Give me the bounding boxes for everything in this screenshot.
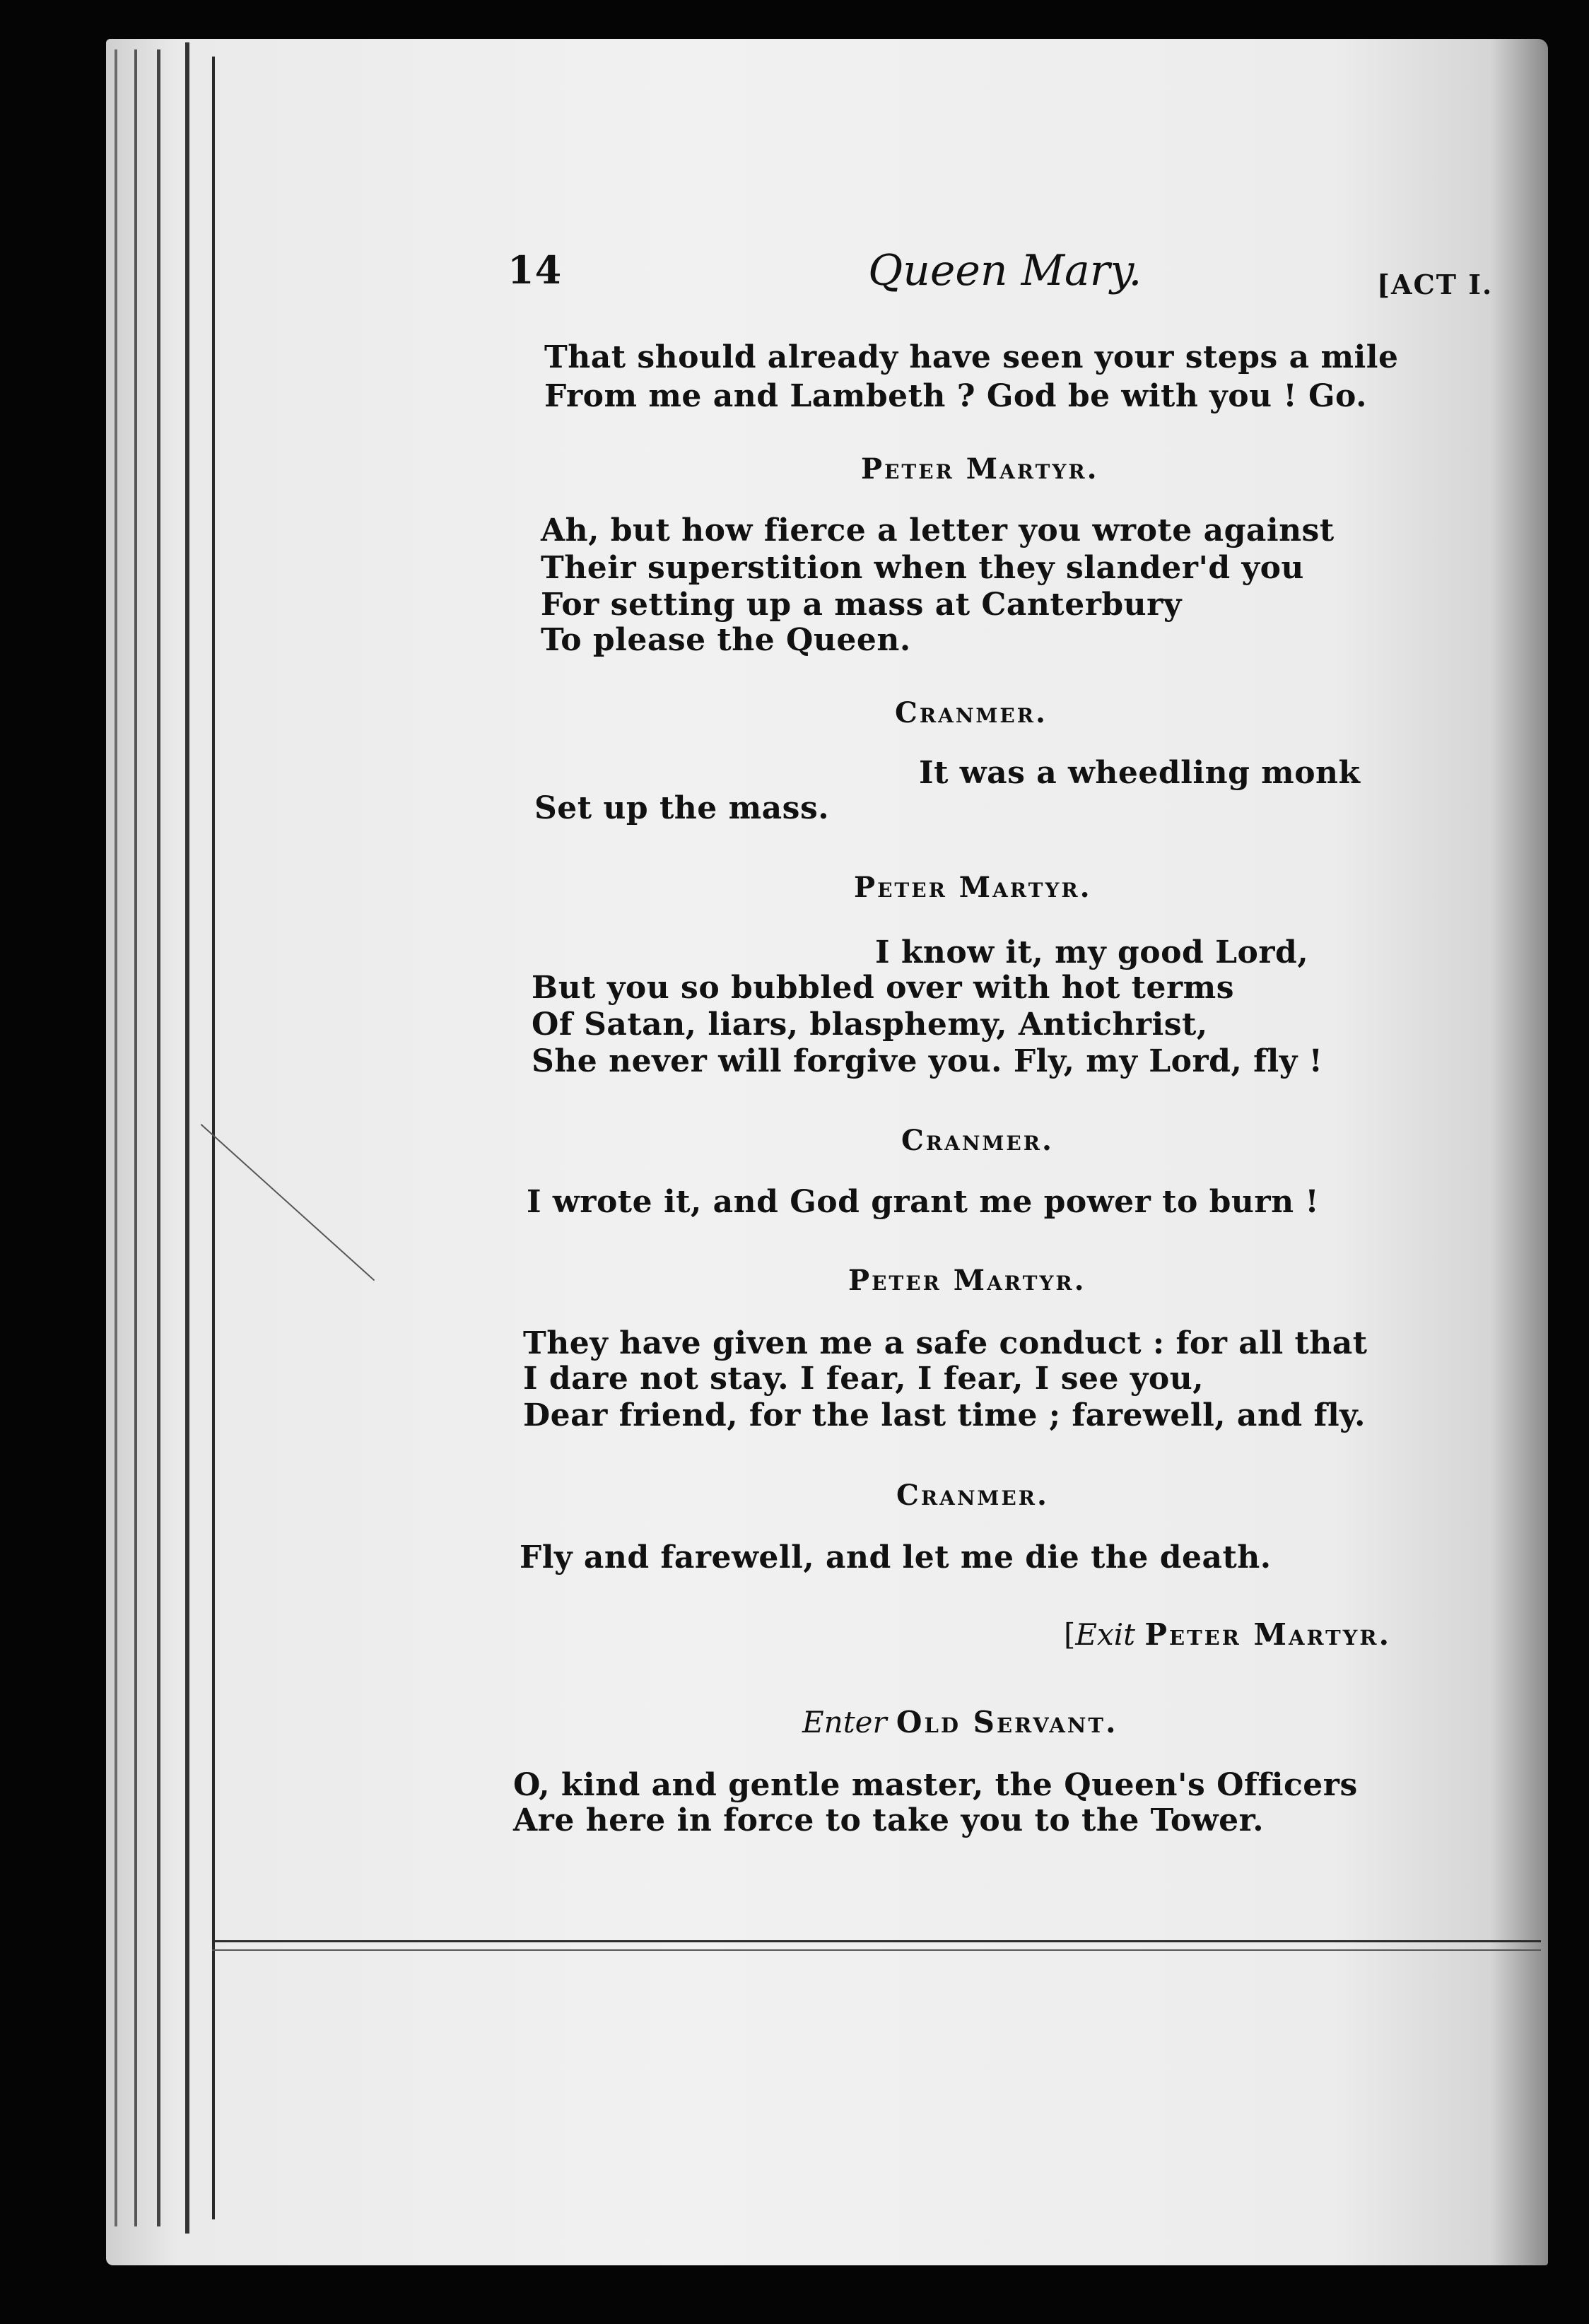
verse-line: It was a wheedling monk <box>919 755 1361 791</box>
verse-line: From me and Lambeth ? God be with you ! Go. <box>544 378 1367 414</box>
speaker-name: Peter Martyr. <box>848 1264 1086 1297</box>
stage-verb: Enter <box>802 1705 887 1739</box>
verse-line: I wrote it, and God grant me power to burn ! <box>527 1184 1320 1220</box>
verse-line: I know it, my good Lord, <box>875 934 1309 970</box>
verse-line: Dear friend, for the last time ; farewell, and fly. <box>523 1397 1366 1433</box>
act-label: [ACT I. <box>1377 269 1494 300</box>
stage-direction-enter <box>802 1705 1118 1739</box>
page-edge <box>157 49 160 2226</box>
verse-line: Fly and farewell, and let me die the death. <box>520 1539 1272 1575</box>
speaker-name: Cranmer. <box>896 1479 1049 1512</box>
page-number: 14 <box>508 247 563 293</box>
stage-direction-exit <box>1064 1617 1391 1652</box>
verse-line: I dare not stay. I fear, I fear, I see you, <box>523 1361 1204 1397</box>
verse-line: O, kind and gentle master, the Queen's Officers <box>513 1767 1358 1803</box>
speaker-name: Cranmer. <box>895 696 1048 729</box>
verse-line: But you so bubbled over with hot terms <box>532 970 1235 1006</box>
page-edge <box>134 49 137 2226</box>
speaker-name: Cranmer. <box>901 1124 1054 1157</box>
speaker-name: Peter Martyr. <box>861 452 1099 486</box>
verse-line: For setting up a mass at Canterbury <box>541 587 1182 623</box>
verse-line: Of Satan, liars, blasphemy, Antichrist, <box>532 1007 1208 1043</box>
verse-line: Are here in force to take you to the Tower. <box>513 1802 1265 1838</box>
speaker-name: Peter Martyr. <box>854 871 1092 904</box>
verse-line: Their superstition when they slander'd you <box>541 550 1304 586</box>
verse-line: To please the Queen. <box>541 622 911 658</box>
verse-line: She never will forgive you. Fly, my Lord, fly ! <box>532 1043 1323 1079</box>
verse-line: That should already have seen your steps a mile <box>544 339 1399 375</box>
stage-character: Peter Martyr. <box>1144 1617 1392 1652</box>
stage-verb: Exit <box>1075 1617 1136 1652</box>
running-title: Queen Mary. <box>868 246 1142 295</box>
verse-line: Ah, but how fierce a letter you wrote against <box>541 512 1335 548</box>
bottom-rule <box>212 1949 1541 1951</box>
page-edge <box>115 49 117 2226</box>
stage-character: Old Servant. <box>896 1705 1118 1739</box>
verse-line: They have given me a safe conduct : for all that <box>523 1325 1368 1361</box>
bracket: [ <box>1064 1617 1076 1652</box>
bottom-rule <box>212 1940 1541 1942</box>
verse-line: Set up the mass. <box>534 790 830 826</box>
page-edge <box>185 42 189 2234</box>
